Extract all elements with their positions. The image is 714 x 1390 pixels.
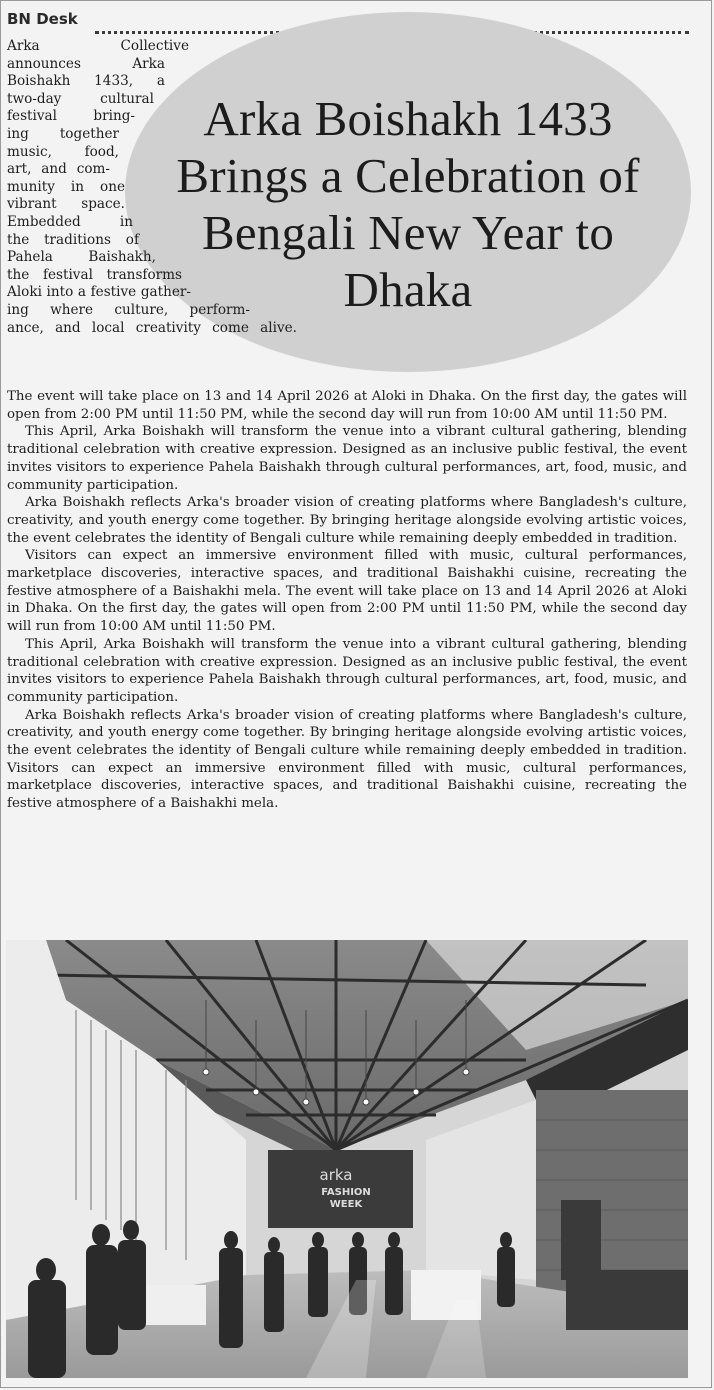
lede-line: Embedded in: [7, 213, 133, 230]
lede-line: vibrant space.: [7, 196, 125, 213]
screen-text-fashion: FASHION: [321, 1187, 371, 1198]
screen-text-week: WEEK: [329, 1199, 363, 1210]
lede-line: Boishakh 1433, a: [7, 73, 165, 90]
paragraph: Arka Boishakh reflects Arka's broader vision of creating platforms where Bangladesh's culture, creativity, and youth energy come together. By bringing heritage alongside evolving artistic voices, the event celebrates the identity of Bengali culture while remaining deeply embedded in tradition. Visitors can expect an immersive environment filled with music, cultural performances, marketplace discoveries, interactive spaces, and traditional Baishakhi cuisine, recreating the festive atmosphere of a Baishakhi mela.: [7, 707, 687, 812]
lede-line: ing where culture, perform-: [7, 301, 250, 318]
lede-line: munity in one: [7, 178, 125, 195]
headline: Arka Boishakh 1433 Brings a Celebration of Bengali New Year to Dhaka: [176, 91, 640, 317]
lede-line: Arka Collective: [7, 38, 189, 54]
paragraph: Arka Boishakh reflects Arka's broader vision of creating platforms where Bangladesh's culture, creativity, and youth energy come together. By bringing heritage alongside evolving artistic voices, the event celebrates the identity of Bengali culture while remaining deeply embedded in tradition.: [7, 495, 687, 546]
lede-line: the traditions of: [7, 231, 139, 248]
paragraph: Visitors can expect an immersive environment filled with music, cultural performances, marketplace discoveries, interactive spaces, and traditional Baishakhi cuisine, recreating the festive atmosphere of a Baishakhi mela. The event will take place on 13 and 14 April 2026 at Aloki in Dhaka. On the first day, the gates will open from 2:00 PM until 11:50 PM, while the second day will run from 10:00 AM until 11:50 PM.: [7, 548, 687, 635]
article-body: [7, 388, 687, 813]
venue-photo-illustration: [6, 940, 688, 1378]
lede-line: festival bring-: [7, 108, 135, 125]
paragraph: This April, Arka Boishakh will transform the venue into a vibrant cultural gathering, blending traditional celebration with creative expression. Designed as an inclusive public festival, the event invites visitors to experience Pahela Baishakh through cultural performances, art, food, music, and community participation.: [7, 424, 687, 493]
paragraph: This April, Arka Boishakh will transform the venue into a vibrant cultural gathering, blending traditional celebration with creative expression. Designed as an inclusive public festival, the event invites visitors to experience Pahela Baishakh through cultural performances, art, food, music, and community participation.: [7, 636, 687, 705]
lede: [7, 38, 307, 337]
lede-line: two-day cultural: [7, 90, 154, 107]
lede-line: Pahela Baishakh,: [7, 249, 156, 266]
lede-line: Aloki into a festive gather-: [7, 284, 191, 301]
screen-text-arka: arka: [319, 1166, 353, 1184]
byline: BN Desk: [7, 10, 78, 28]
lede-line: music, food,: [7, 143, 119, 160]
lede-line: art, and com-: [7, 161, 110, 178]
lede-line: ing together: [7, 125, 119, 142]
lede-line: the festival transforms: [7, 266, 182, 283]
venue-photo: [6, 940, 688, 1378]
lede-line: announces Arka: [7, 55, 165, 72]
paragraph: The event will take place on 13 and 14 April 2026 at Aloki in Dhaka. On the first day, the gates will open from 2:00 PM until 11:50 PM, while the second day will run from 10:00 AM until 11:50 PM.: [7, 389, 687, 422]
lede-line: ance, and local creativity come alive.: [7, 319, 297, 336]
